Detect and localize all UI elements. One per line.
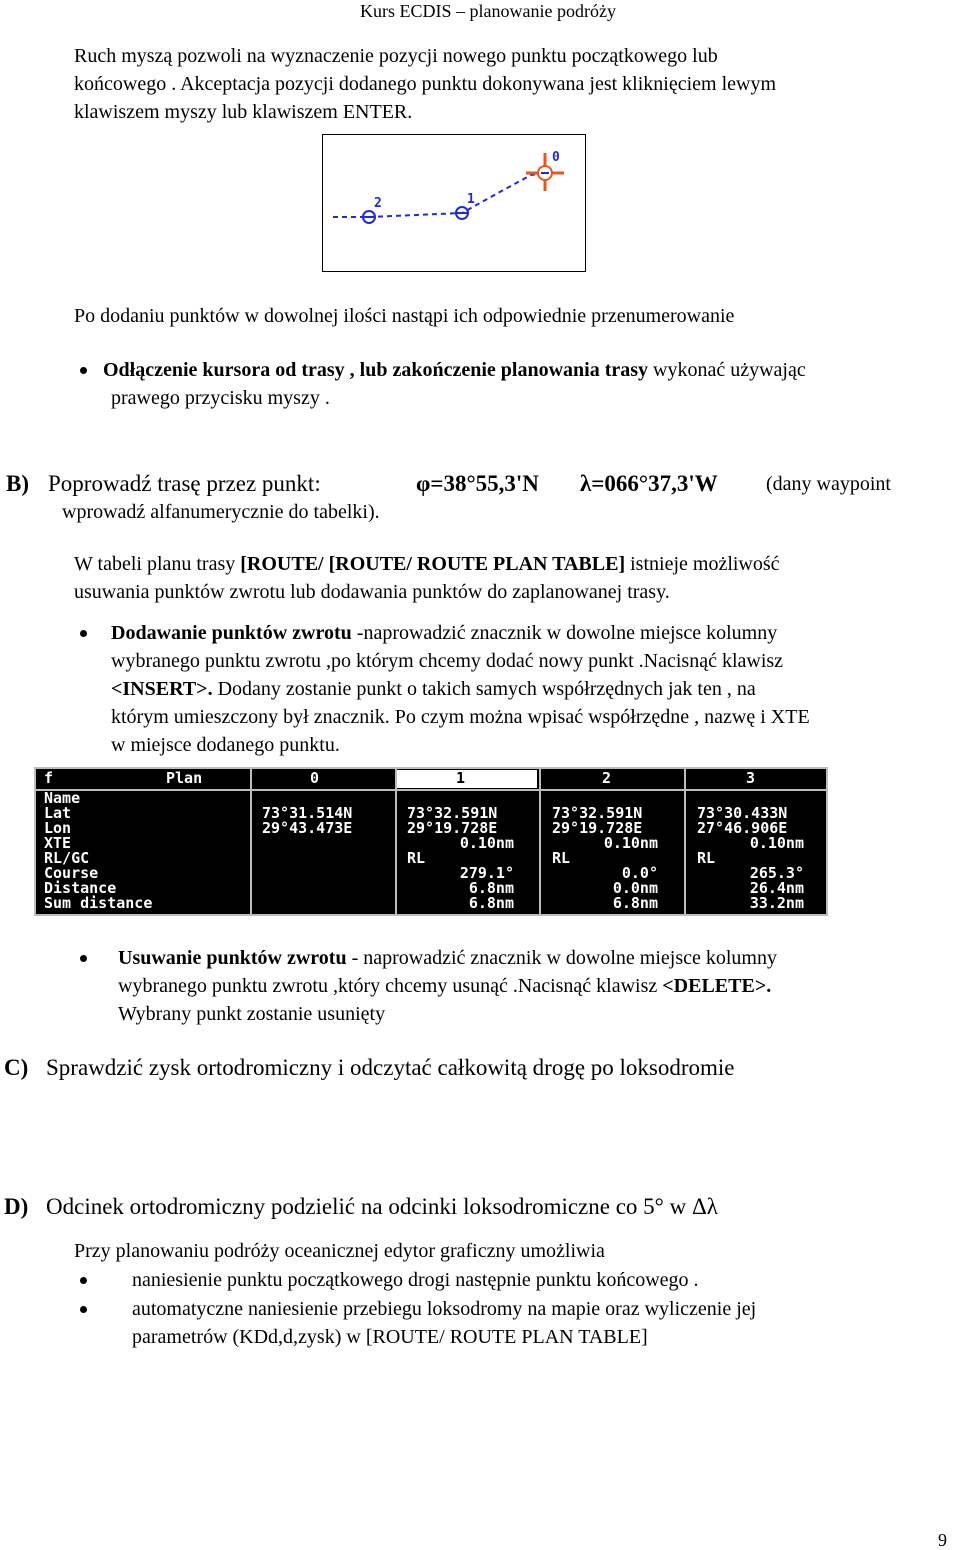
add-line-3 <box>111 679 756 699</box>
row-label-name: Name <box>44 789 81 807</box>
table-header-col-2[interactable]: 2 <box>602 769 612 787</box>
bullet-icon <box>80 1306 87 1313</box>
section-b-text: Poprowadź trasę przez punkt: <box>48 471 321 496</box>
bullet-icon <box>80 367 87 374</box>
row-label-course: Course <box>44 864 99 882</box>
col-2-lon[interactable]: 29°19.728E <box>552 819 643 837</box>
col-2-xte[interactable]: 0.10nm <box>603 834 658 852</box>
table-header-plan: Plan <box>166 769 203 787</box>
route-plan-table <box>34 767 828 916</box>
section-c-text: Sprawdzić zysk ortodromiczny i odczytać całkowitą drogę po loksodromie <box>46 1055 735 1080</box>
table-header-col-1[interactable]: 1 <box>456 769 466 787</box>
row-label-rlgc: RL/GC <box>44 849 90 867</box>
route-note-b1: [ROUTE/ [ROUTE/ ROUTE PLAN TABLE] <box>240 553 626 575</box>
route-note-p1: W tabeli planu trasy <box>74 553 241 575</box>
section-d-label: D) <box>4 1194 29 1219</box>
add-bold: Dodawanie punktów zwrotu <box>111 622 352 644</box>
delete-bold: Usuwanie punktów zwrotu <box>118 947 347 969</box>
col-3-lat[interactable]: 73°30.433N <box>697 804 788 822</box>
col-3-course[interactable]: 265.3° <box>749 864 804 882</box>
section-b-line-2: wprowadź alfanumerycznie do tabelki). <box>62 501 380 523</box>
intro-line-2: końcowego . Akceptacja pozycji dodanego punktu dokonywana jest kliknięciem lewym <box>74 73 777 95</box>
intro-line-1: Ruch myszą pozwoli na wyznaczenie pozycji nowego punktu początkowego lub <box>74 45 718 67</box>
col-2-lat[interactable]: 73°32.591N <box>552 804 643 822</box>
col-3-lon[interactable]: 27°46.906E <box>697 819 788 837</box>
col-3-sum-distance[interactable]: 33.2nm <box>749 894 804 912</box>
section-d-text-main: Odcinek ortodromiczny podzielić na odcinki loksodromiczne co 5° w <box>46 1194 692 1219</box>
add-insert-key: <INSERT>. <box>111 678 213 700</box>
col-1-xte[interactable]: 0.10nm <box>459 834 514 852</box>
ocean-bullet-2-line-1: automatyczne naniesienie przebiegu loksodromy na mapie oraz wyliczenie jej <box>132 1298 757 1320</box>
route-drawing-figure <box>322 134 586 272</box>
delete-line-2-text: wybranego punktu zwrotu ,który chcemy usunąć .Nacisnąć klawisz <box>118 975 663 997</box>
col-1-distance[interactable]: 6.8nm <box>468 879 514 897</box>
col-1-lon[interactable]: 29°19.728E <box>407 819 498 837</box>
section-d-text <box>46 1195 718 1218</box>
add-rest: -naprowadzić znacznik w dowolne miejsce kolumny <box>351 622 778 644</box>
column-separator <box>395 769 397 914</box>
ocean-bullet-2-line-2: parametrów (KDd,d,zysk) w [ROUTE/ ROUTE PLAN TABLE] <box>132 1326 648 1348</box>
ocean-intro: Przy planowaniu podróży oceanicznej edytor graficzny umożliwia <box>74 1240 605 1262</box>
route-table-note-2: usuwania punktów zwrotu lub dodawania punktów do zaplanowanej trasy. <box>74 581 670 603</box>
row-label-distance: Distance <box>44 879 117 897</box>
col-2-distance[interactable]: 0.0nm <box>612 879 658 897</box>
col-1-sum-distance[interactable]: 6.8nm <box>468 894 514 912</box>
delete-line-2 <box>118 976 771 996</box>
add-line-1 <box>111 623 777 643</box>
section-c-label: C) <box>4 1055 29 1080</box>
table-header-f: f <box>44 769 54 787</box>
row-label-xte: XTE <box>44 834 72 852</box>
route-table-note-1 <box>74 554 780 574</box>
route-note-p2: istnieje możliwość <box>625 553 780 575</box>
bullet-icon <box>80 1277 87 1284</box>
row-label-lon: Lon <box>44 819 72 837</box>
table-header-col-0[interactable]: 0 <box>310 769 320 787</box>
add-line-4: którym umieszczony był znacznik. Po czym można wpisać współrzędne , nazwę i XTE <box>111 706 810 728</box>
ocean-bullet-1: naniesienie punktu początkowego drogi następnie punktu końcowego . <box>132 1269 699 1291</box>
detach-line-2: prawego przycisku myszy . <box>111 387 330 409</box>
table-header-row <box>36 769 826 791</box>
col-0-lat[interactable]: 73°31.514N <box>262 804 353 822</box>
col-1-lat[interactable]: 73°32.591N <box>407 804 498 822</box>
col-2-rlgc[interactable]: RL <box>552 849 571 867</box>
page-number: 9 <box>938 1530 947 1550</box>
column-separator <box>539 769 541 914</box>
running-header: Kurs ECDIS – planowanie podróży <box>360 1 616 21</box>
delete-key: <DELETE>. <box>662 975 772 997</box>
delete-line-3: Wybrany punkt zostanie usunięty <box>118 1003 386 1025</box>
section-b-note: (dany waypoint <box>766 473 891 495</box>
add-line-3-rest: Dodany zostanie punkt o takich samych współrzędnych jak ten , na <box>212 678 756 700</box>
detach-bold: Odłączenie kursora od trasy , lub zakończenie planowania trasy <box>103 359 649 381</box>
col-1-course[interactable]: 279.1° <box>459 864 514 882</box>
col-3-xte[interactable]: 0.10nm <box>749 834 804 852</box>
section-d-delta: Δλ <box>692 1194 718 1219</box>
col-2-sum-distance[interactable]: 6.8nm <box>612 894 658 912</box>
intro-line-3: klawiszem myszy lub klawiszem ENTER. <box>74 101 413 123</box>
route-drawing-svg <box>323 135 584 270</box>
col-0-lon[interactable]: 29°43.473E <box>262 819 353 837</box>
col-3-distance[interactable]: 26.4nm <box>749 879 804 897</box>
column-separator <box>684 769 686 914</box>
add-line-5: w miejsce dodanego punktu. <box>111 734 340 756</box>
renumber-note: Po dodaniu punktów w dowolnej ilości nastąpi ich odpowiednie przenumerowanie <box>74 305 735 327</box>
waypoint-1-label: 1 <box>467 192 475 207</box>
row-label-sum-distance: Sum distance <box>44 894 153 912</box>
add-line-2: wybranego punktu zwrotu ,po którym chcemy dodać nowy punkt .Nacisnąć klawisz <box>111 650 784 672</box>
col-3-rlgc[interactable]: RL <box>697 849 716 867</box>
detach-rest: wykonać używając <box>648 359 806 381</box>
bullet-icon <box>80 955 87 962</box>
detach-line-1 <box>103 360 806 380</box>
table-header-col-3[interactable]: 3 <box>746 769 756 787</box>
col-1-rlgc[interactable]: RL <box>407 849 426 867</box>
route-dashed-line <box>333 173 545 217</box>
bullet-icon <box>80 630 87 637</box>
section-b-phi: φ=38°55,3'N <box>416 471 539 496</box>
waypoint-2-label: 2 <box>374 196 382 211</box>
section-b-lambda: λ=066°37,3'W <box>580 471 718 496</box>
delete-rest: - naprowadzić znacznik w dowolne miejsce kolumny <box>346 947 777 969</box>
selected-column-highlight <box>397 770 537 788</box>
col-2-course[interactable]: 0.0° <box>621 864 658 882</box>
column-separator <box>250 769 252 914</box>
waypoint-0-label: 0 <box>552 150 560 165</box>
row-label-lat: Lat <box>44 804 72 822</box>
section-b-label: B) <box>6 471 29 496</box>
delete-line-1 <box>118 948 777 968</box>
